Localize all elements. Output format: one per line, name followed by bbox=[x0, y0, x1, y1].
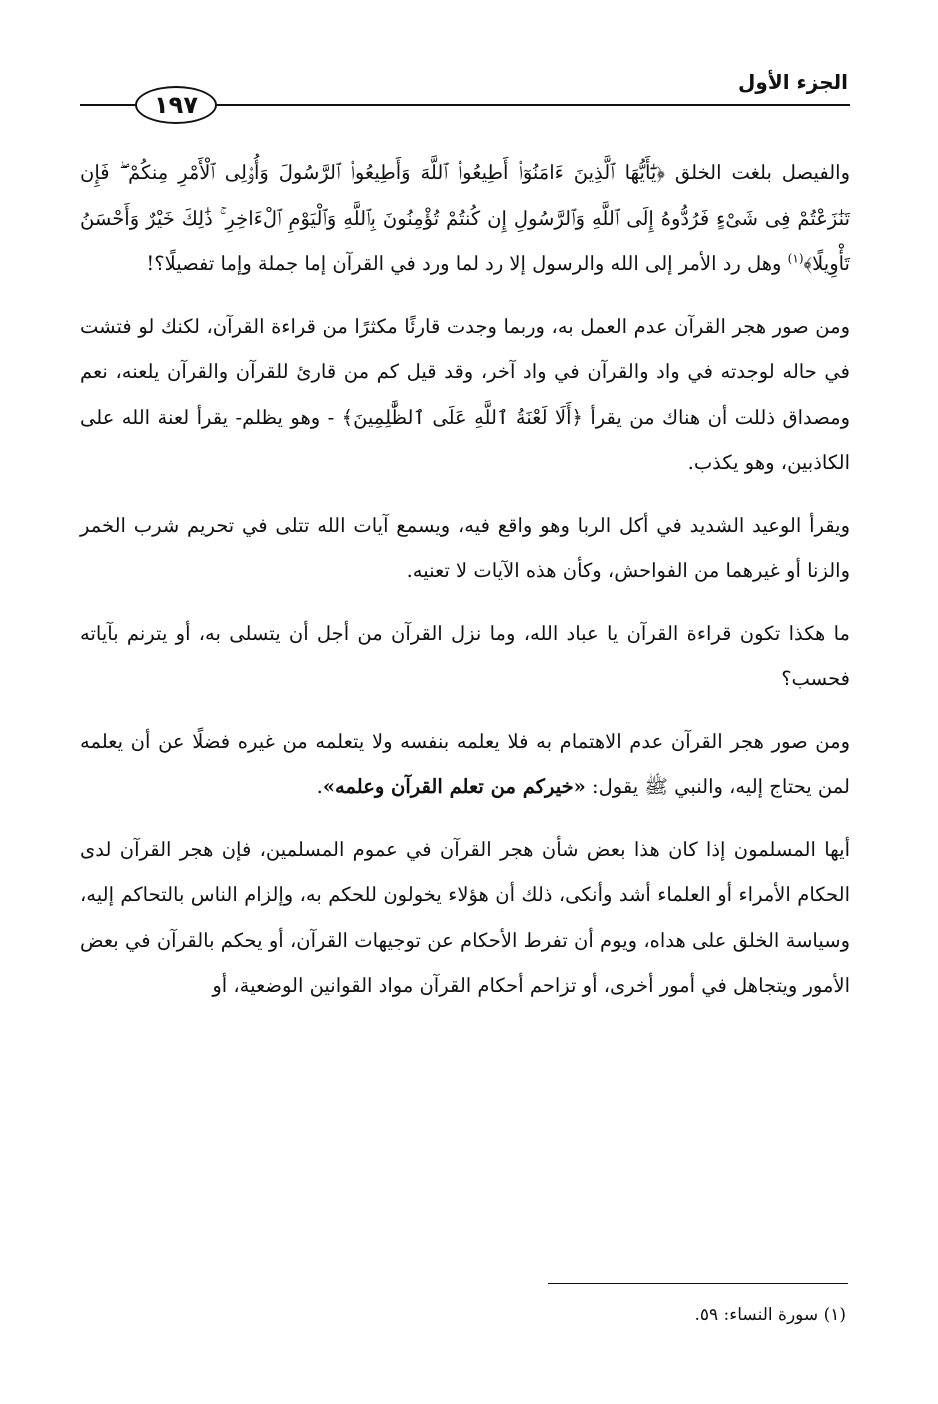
paragraph-6: أيها المسلمون إذا كان هذا بعض شأن هجر القرآن في عموم المسلمين، فإن هجر القرآن لدى الحكام الأمراء أو العلماء أشد وأنكى، ذلك أن هؤلاء يخولون للحكم به، وإلزام الناس بالتحاكم إليه، وسياسة الخلق على هداه، ويوم أن تفرط الأحكام عن توجيهات القرآن، أو يحكم بالقرآن في بعض الأمور ويتجاهل في أمور أخرى، أو تزاحم أحكام القرآن مواد القوانين الوضعية، أو bbox=[80, 837, 850, 997]
footnote-reference: (١) bbox=[787, 251, 804, 266]
footnote: (١) سورة النساء: ٥٩. bbox=[694, 1305, 846, 1325]
paragraph-3: ويقرأ الوعيد الشديد في أكل الربا وهو واقع فيه، ويسمع آيات الله تتلى في تحريم شرب الخمر والزنا أو غيرهما من الفواحش، وكأن هذه الآيات لا تعنيه. bbox=[80, 513, 850, 582]
page-number: ١٩٧ bbox=[135, 86, 217, 124]
paragraph-4: ما هكذا تكون قراءة القرآن يا عباد الله، وما نزل القرآن من أجل أن يتسلى به، أو يترنم بآياته فحسب؟ bbox=[80, 621, 850, 690]
paragraph-1-text-after-verse: وهل رد الأمر إلى الله والرسول إلا رد لما ورد في القرآن إما جملة وإما تفصيلًا؟! bbox=[146, 252, 788, 275]
footnote-rule bbox=[548, 1283, 848, 1284]
hadith-quote: «خيركم من تعلم القرآن وعلمه» bbox=[322, 775, 586, 798]
quran-verse-2: ﴿أَلَا لَعْنَةُ ٱللَّهِ عَلَى ٱلظَّٰلِمِينَ﴾ bbox=[341, 405, 583, 429]
paragraph-1-text-before-verse: والفيصل بلغت الخلق bbox=[664, 161, 850, 184]
body-text bbox=[80, 150, 850, 1026]
paragraph-1 bbox=[80, 150, 850, 287]
quran-verse-1: ﴿يَٰٓأَيُّهَا ٱلَّذِينَ ءَامَنُوٓا۟ أَطِيعُوا۟ ٱللَّهَ وَأَطِيعُوا۟ ٱلرَّسُولَ وَأُو۟لِى ٱلْأَمْرِ مِنكُمْ ۖ فَإِن تَنَٰزَعْتُمْ فِى شَىْءٍ فَرُدُّوهُ إِلَى ٱللَّهِ وَٱلرَّسُولِ إِن كُنتُمْ تُؤْمِنُونَ بِٱللَّهِ وَٱلْيَوْمِ ٱلْءَاخِرِ ۚ ذَٰلِكَ خَيْرٌ وَأَحْسَنُ تَأْوِيلًا﴾ bbox=[80, 161, 850, 275]
page-header bbox=[80, 66, 850, 136]
paragraph-5-end: . bbox=[316, 775, 323, 798]
paragraph-5 bbox=[80, 719, 850, 810]
paragraph-2-text-after-verse: - وهو يظلم- يقرأ لعنة الله على الكاذبين، وهو يكذب. bbox=[80, 405, 850, 474]
paragraph-2 bbox=[80, 304, 850, 486]
paragraph-2-text-before-verse: ومن صور هجر القرآن عدم العمل به، وربما وجدت قارئًا مكثرًا من قراءة القرآن، لكنك لو فتشت في حاله لوجدته في واد والقرآن في واد آخر، وقد قيل كم من قارئ للقرآن والقرآن يلعنه، نعم ومصداق ذللت أن هناك من يقرأ bbox=[80, 314, 851, 429]
paragraph-5-text: ومن صور هجر القرآن عدم الاهتمام به فلا يعلمه بنفسه ولا يتعلمه من غيره فضلًا عن أن يعلمه لمن يحتاج إليه، والنبي ﷺ يقول: bbox=[80, 729, 850, 798]
running-title: الجزء الأول bbox=[738, 70, 848, 94]
